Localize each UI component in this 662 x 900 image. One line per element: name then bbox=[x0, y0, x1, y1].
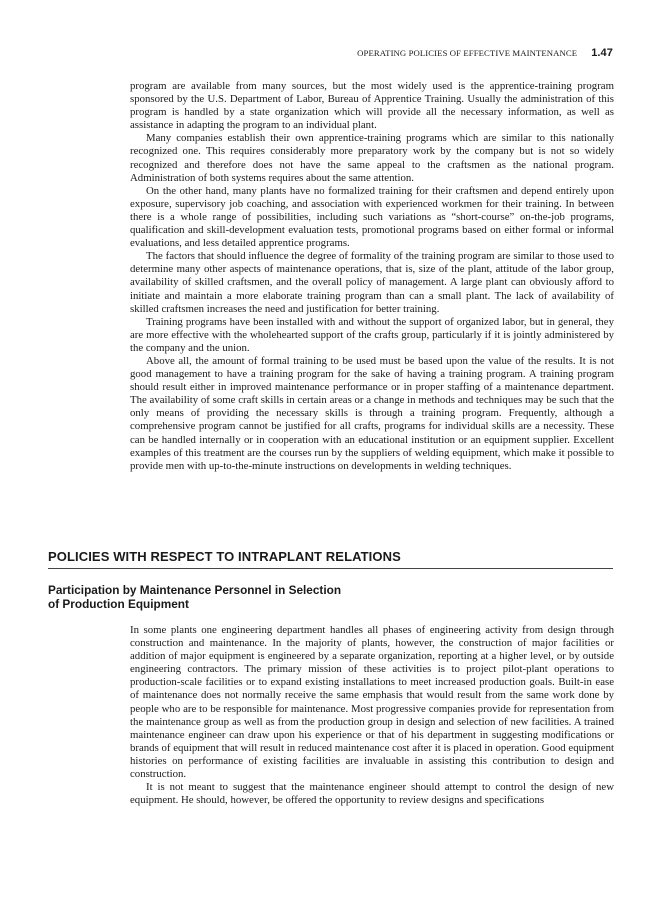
subsection-heading bbox=[48, 583, 448, 611]
paragraph: In some plants one engineering department handles all phases of engineering activity from design through construction and maintenance. In the majority of plants, however, the construction of major facilities or addition of major equipment is engineered by a separate organization, reporting at a higher level, or by outside engineering contractors. The primary mission of these activities is to project pilot-plant operations to production-scale facilities or to expand existing installations to meet increased production goals. Built-in ease of maintenance does not normally receive the same emphasis that would result from the same work done by people who are to be responsible for maintenance. Most progressive companies provide for representation from the maintenance group as well as from the production group in design and selection of new facilities. A trained maintenance engineer can draw upon his experience or that of his department in suggesting modifications or brands of equipment that will result in reduced maintenance cost after it is placed in operation. Good equipment histories on performance of existing facilities are invaluable in assisting this contribution to design and construction. bbox=[130, 624, 614, 781]
page-number: 1.47 bbox=[591, 47, 613, 59]
paragraph: Many companies establish their own apprentice-training programs which are similar to this nationally recognized one. This requires considerably more preparatory work by the company but is not so widely recognized and therefore does not have the same appeal to the craftsmen as the national program. Administration of both systems requires about the same attention. bbox=[130, 132, 614, 184]
paragraph: program are available from many sources, but the most widely used is the apprentice-training program sponsored by the U.S. Department of Labor, Bureau of Apprentice Training. Usually the administration of this program is handled by a state organization which will provide all the necessary information, as well as assistance in adapting the program to an individual plant. bbox=[130, 80, 614, 132]
running-header bbox=[357, 47, 613, 59]
paragraph: Above all, the amount of formal training to be used must be based upon the value of the results. It is not good management to have a training program for the sake of having a training program. A training program should result either in improved maintenance performance or in proper staffing of a maintenance department. The availability of some craft skills in certain areas or a change in methods and techniques may be such that the only means of providing the necessary skills is through a training program. Frequently, although a comprehensive program cannot be justified for all crafts, programs for individual skills are a necessity. These can be handled internally or in cooperation with an educational institution or an equipment supplier. Excellent examples of this treatment are the courses run by the suppliers of welding equipment, which make it possible to provide men with up-to-the-minute instructions on developments in welding techniques. bbox=[130, 354, 614, 472]
paragraph: Training programs have been installed with and without the support of organized labor, but in general, they are more effective with the wholehearted support of the crafts group, particularly if it is jointly administered by the company and the union. bbox=[130, 315, 614, 354]
subheading-line: of Production Equipment bbox=[48, 597, 189, 611]
body-text-block-1 bbox=[130, 80, 614, 473]
body-text-block-2 bbox=[130, 624, 614, 807]
subheading-line: Participation by Maintenance Personnel in Selection bbox=[48, 583, 342, 597]
running-title: OPERATING POLICIES OF EFFECTIVE MAINTENANCE bbox=[357, 48, 578, 58]
paragraph: The factors that should influence the degree of formality of the training program are similar to those used to determine many other aspects of maintenance operations, that is, size of the plant, attitude of the labor group, availability of skilled craftsmen, and the overall policy of management. A large plant can obviously afford to initiate and maintain a more elaborate training program than can a small plant. The lack of availability of skilled craftsmen increases the need and justification for better training. bbox=[130, 250, 614, 315]
paragraph: On the other hand, many plants have no formalized training for their craftsmen and depend entirely upon exposure, supervisory job coaching, and association with experienced workmen for their training. In between there is a whole range of possibilities, including such variations as “short-course” on-the-job programs, qualification and skill-development evaluation tests, promotional programs based on either formal or informal evaluations, and less detailed apprentice programs. bbox=[130, 184, 614, 250]
section-heading: POLICIES WITH RESPECT TO INTRAPLANT RELATIONS bbox=[48, 549, 613, 569]
paragraph: It is not meant to suggest that the maintenance engineer should attempt to control the design of new equipment. He should, however, be offered the opportunity to review designs and specifications bbox=[130, 781, 614, 807]
